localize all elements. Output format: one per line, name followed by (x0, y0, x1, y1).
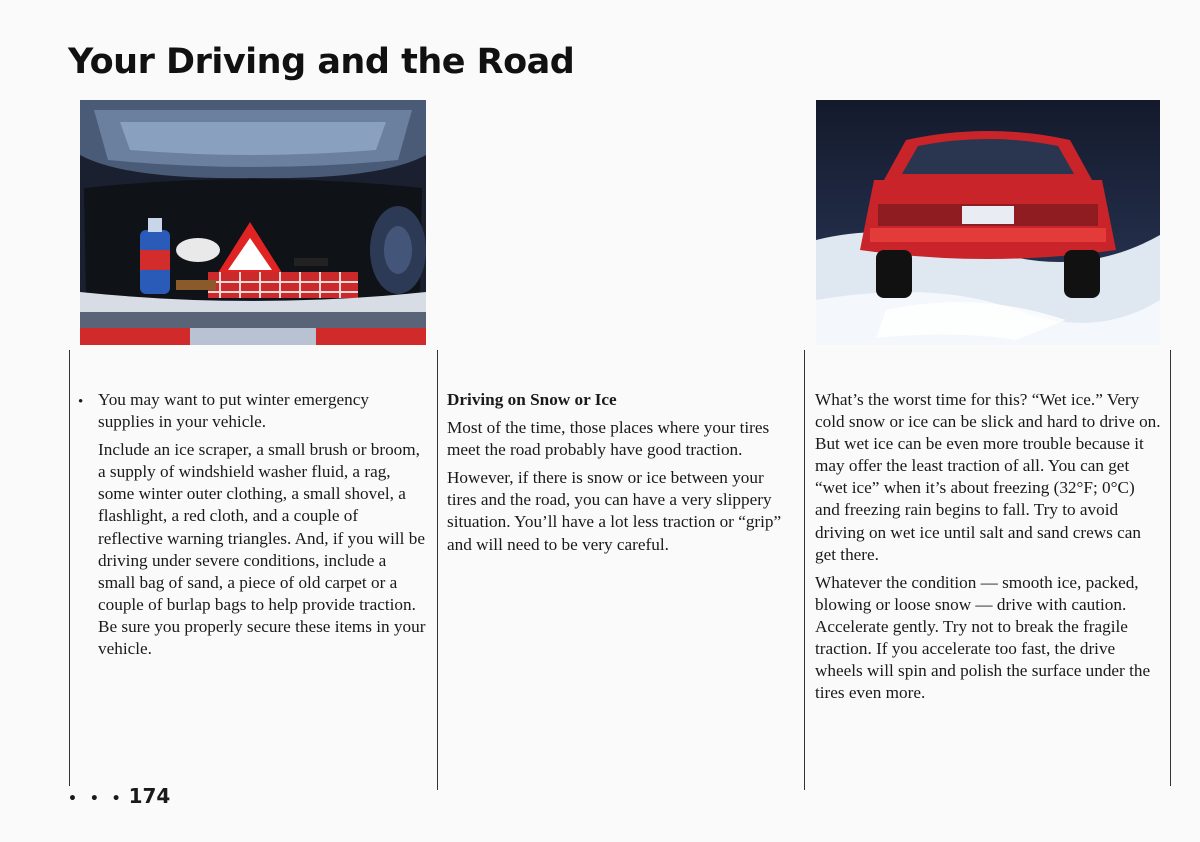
page-number (68, 784, 170, 808)
page-number-dots: • • • (68, 791, 125, 807)
paragraph-traction: Most of the time, those places where your tires meet the road probably have good traction. (447, 418, 770, 460)
red-car-rear-on-snow-photo (816, 100, 1160, 345)
column-rule-middle-left (437, 350, 438, 790)
column-rule-middle-right (804, 350, 805, 790)
paragraph-caution: Whatever the condition — smooth ice, packed, blowing or loose snow — drive with caution. Accelerate gently. Try not to break the fragile traction. If you accelerate too fast, the drive wheels will spin and polish the surface under the tires even more. (815, 572, 1151, 703)
trunk-emergency-supplies-photo (80, 100, 426, 345)
column-rule-left (69, 350, 70, 786)
page-number-value: 174 (128, 784, 171, 808)
paragraph-wet-ice: What’s the worst time for this? “Wet ice.” Very cold snow or ice can be slick and hard to drive on. But wet ice can be even more trouble because it may offer the least traction of all. You can get “wet ice” when it’s about freezing (32°F; 0°C) and freezing rain begins to fall. Try to avoid driving on wet ice until salt and sand crews can get there. (815, 390, 1161, 564)
column-rule-right (1170, 350, 1171, 786)
column-snow-ice (447, 389, 797, 562)
bullet-text: You may want to put winter emergency supplies in your vehicle. (98, 390, 369, 432)
page-title: Your Driving and the Road (68, 42, 575, 82)
paragraph-slippery: However, if there is snow or ice between your tires and the road, you can have a very slippery situation. You’ll have a lot less traction or “grip” and will need to be very careful. (447, 468, 782, 554)
section-heading: Driving on Snow or Ice (447, 390, 617, 409)
column-wet-ice (815, 389, 1163, 710)
supplies-paragraph: Include an ice scraper, a small brush or broom, a supply of windshield washer fluid, a rag, some winter outer clothing, a small shovel, a flashlight, a red cloth, and a couple of reflective warning triangles. And, if you will be driving under severe conditions, include a small bag of sand, a piece of old carpet or a couple of burlap bags to help provide traction. Be sure you properly secure these items in your vehicle. (98, 440, 426, 659)
column-winter-supplies (78, 389, 426, 666)
bullet-dot: • (78, 394, 84, 410)
bullet-item (78, 389, 426, 433)
